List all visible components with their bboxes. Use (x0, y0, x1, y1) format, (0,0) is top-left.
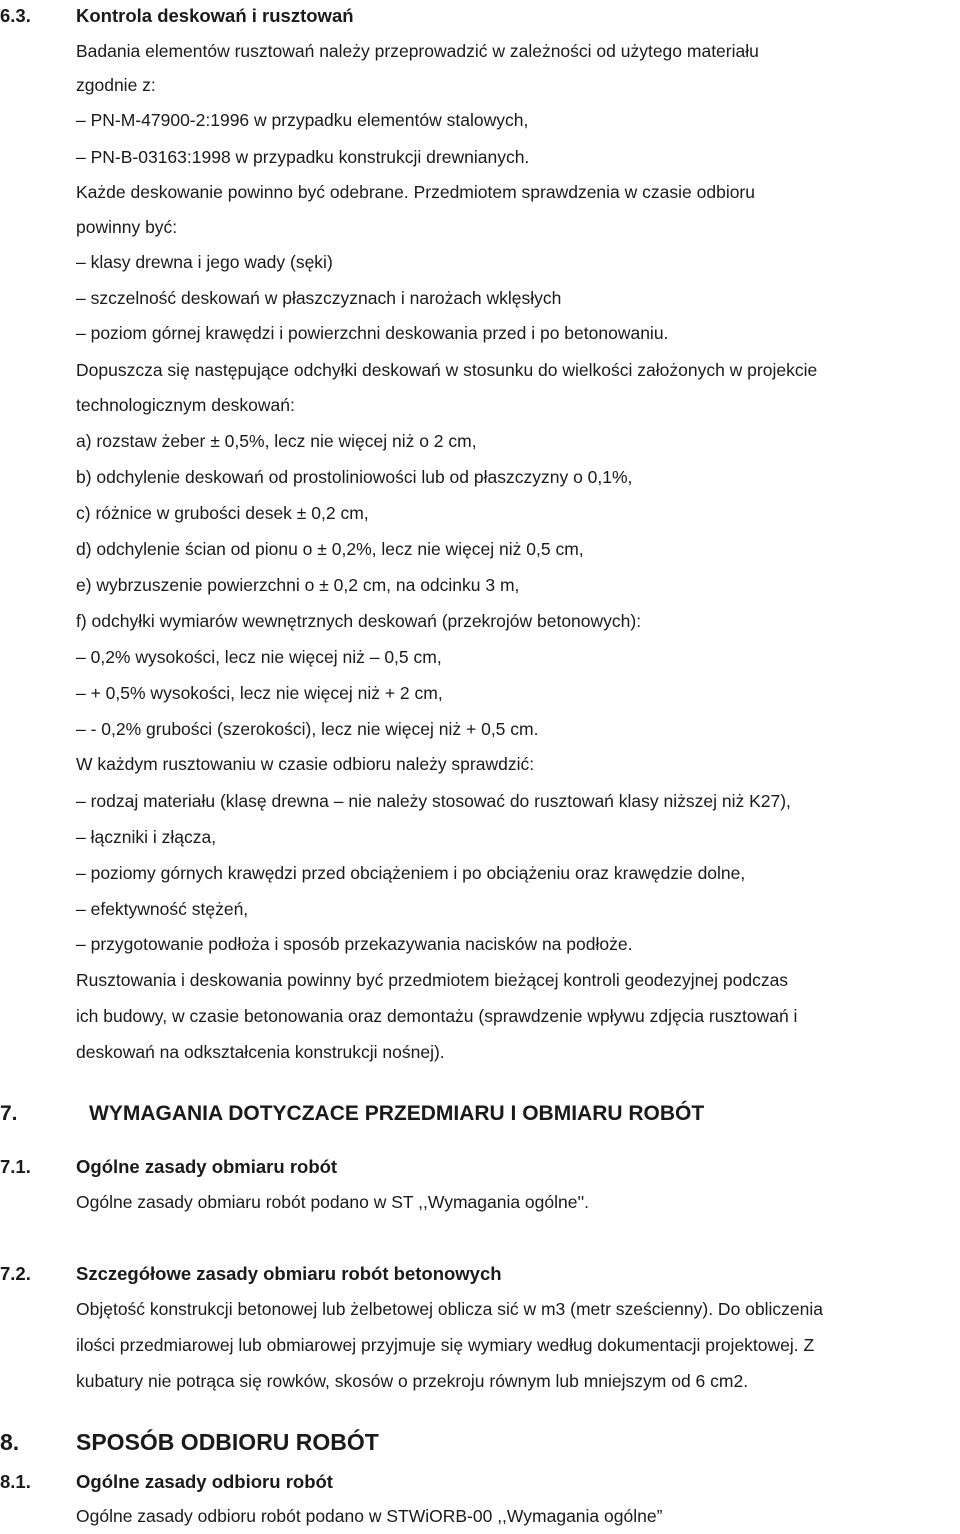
section-number: 7.1. (0, 1156, 31, 1177)
paragraph-line: deskowań na odkształcenia konstrukcji nośnej). (76, 1042, 445, 1062)
list-item: – efektywność stężeń, (76, 899, 249, 919)
list-item: – szczelność deskowań w płaszczyznach i narożach wklęsłych (76, 288, 562, 308)
section-number: 8.1. (0, 1471, 31, 1492)
list-item: f) odchyłki wymiarów wewnętrznych deskowań (przekrojów betonowych): (76, 611, 642, 631)
paragraph-line: W każdym rusztowaniu w czasie odbioru należy sprawdzić: (76, 754, 535, 774)
list-item: – poziomy górnych krawędzi przed obciążeniem i po obciążeniu oraz krawędzie dolne, (76, 863, 746, 883)
section-heading: Szczegółowe zasady obmiaru robót betonowych (76, 1263, 502, 1284)
paragraph-line: Dopuszcza się następujące odchyłki deskowań w stosunku do wielkości założonych w projekcie (76, 360, 818, 380)
list-item: b) odchylenie deskowań od prostoliniowości lub od płaszczyzny o 0,1%, (76, 467, 633, 487)
list-item: – przygotowanie podłoża i sposób przekazywania nacisków na podłoże. (76, 934, 633, 954)
paragraph-line: technologicznym deskowań: (76, 395, 295, 415)
paragraph-line: Objętość konstrukcji betonowej lub żelbetowej oblicza sić w m3 (metr sześcienny). Do obliczenia (76, 1299, 823, 1319)
paragraph-line: Badania elementów rusztowań należy przeprowadzić w zależności od użytego materiału (76, 41, 759, 61)
paragraph-line: Rusztowania i deskowania powinny być przedmiotem bieżącej kontroli geodezyjnej podczas (76, 970, 789, 990)
paragraph-line: ich budowy, w czasie betonowania oraz demontażu (sprawdzenie wpływu zdjęcia rusztowań i (76, 1006, 798, 1026)
paragraph-line: powinny być: (76, 217, 178, 237)
list-item: – klasy drewna i jego wady (sęki) (76, 252, 333, 272)
paragraph-line: Ogólne zasady obmiaru robót podano w ST ,,Wymagania ogólne''. (76, 1192, 590, 1212)
paragraph-line: kubatury nie potrąca się rowków, skosów o przekroju równym lub mniejszym od 6 cm2. (76, 1371, 749, 1391)
list-item: – 0,2% wysokości, lecz nie więcej niż – 0,5 cm, (76, 647, 442, 667)
list-item: c) różnice w grubości desek ± 0,2 cm, (76, 503, 369, 523)
paragraph-line: zgodnie z: (76, 75, 156, 95)
section-heading: Ogólne zasady odbioru robót (76, 1471, 333, 1492)
paragraph-line: Każde deskowanie powinno być odebrane. Przedmiotem sprawdzenia w czasie odbioru (76, 182, 755, 202)
chapter-number: 7. (0, 1102, 18, 1125)
section-heading: Ogólne zasady obmiaru robót (76, 1156, 338, 1177)
paragraph-line: ilości przedmiarowej lub obmiarowej przyjmuje się wymiary według dokumentacji projektowej. Z (76, 1335, 815, 1355)
list-item: – - 0,2% grubości (szerokości), lecz nie więcej niż + 0,5 cm. (76, 719, 539, 739)
list-item: – poziom górnej krawędzi i powierzchni deskowania przed i po betonowaniu. (76, 323, 669, 343)
list-item: – + 0,5% wysokości, lecz nie więcej niż + 2 cm, (76, 683, 443, 703)
list-item: a) rozstaw żeber ± 0,5%, lecz nie więcej niż o 2 cm, (76, 431, 477, 451)
list-item: e) wybrzuszenie powierzchni o ± 0,2 cm, na odcinku 3 m, (76, 575, 520, 595)
list-item: – łączniki i złącza, (76, 827, 217, 847)
section-heading: Kontrola deskowań i rusztowań (76, 5, 354, 26)
list-item: – rodzaj materiału (klasę drewna – nie należy stosować do rusztowań klasy niższej niż K27), (76, 791, 791, 811)
list-item: d) odchylenie ścian od pionu o ± 0,2%, lecz nie więcej niż 0,5 cm, (76, 539, 584, 559)
chapter-heading: WYMAGANIA DOTYCZACE PRZEDMIARU I OBMIARU ROBÓT (89, 1102, 705, 1125)
list-item: – PN-M-47900-2:1996 w przypadku elementów stalowych, (76, 110, 529, 130)
list-item: – PN-B-03163:1998 w przypadku konstrukcji drewnianych. (76, 147, 530, 167)
section-number: 6.3. (0, 5, 31, 26)
paragraph-line: Ogólne zasady odbioru robót podano w STWiORB-00 ,,Wymagania ogólne” (76, 1506, 663, 1526)
chapter-heading: SPOSÓB ODBIORU ROBÓT (76, 1429, 379, 1455)
chapter-number: 8. (0, 1429, 20, 1455)
section-number: 7.2. (0, 1263, 31, 1284)
